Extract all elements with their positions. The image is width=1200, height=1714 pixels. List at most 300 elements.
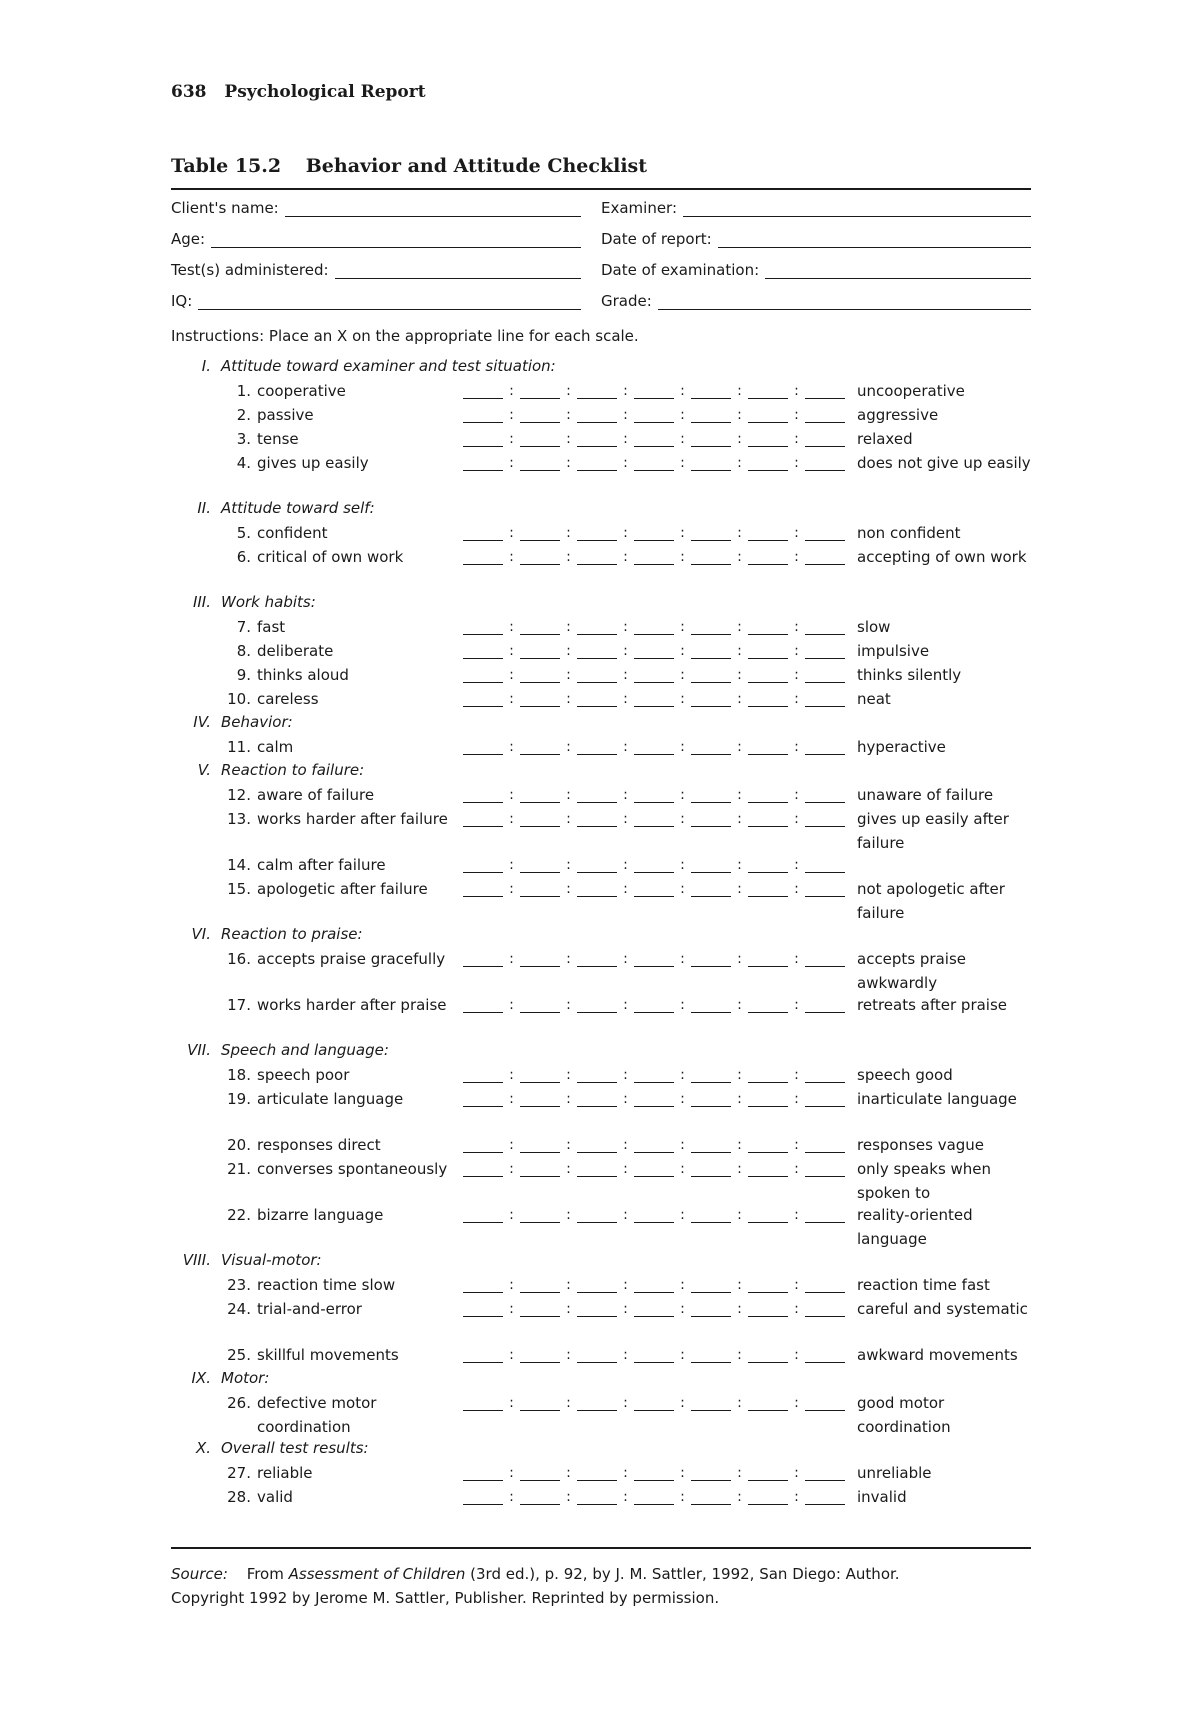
- item-right-anchor: neat: [857, 690, 891, 708]
- rating-blank[interactable]: [634, 1162, 674, 1177]
- rating-blank[interactable]: [805, 668, 845, 683]
- rating-blank[interactable]: [577, 644, 617, 659]
- scale-separator: :: [623, 431, 628, 447]
- rating-blank[interactable]: [520, 882, 560, 897]
- rating-blank[interactable]: [634, 1466, 674, 1481]
- rating-blank[interactable]: [577, 740, 617, 755]
- item-number: 14.: [227, 856, 251, 874]
- rating-blank[interactable]: [805, 952, 845, 967]
- rating-blank[interactable]: [805, 384, 845, 399]
- scale-separator: :: [737, 1161, 742, 1177]
- rating-blank[interactable]: [748, 668, 788, 683]
- item-left-anchor: aware of failure: [257, 786, 375, 804]
- source-book-title: Assessment of Children: [288, 1565, 466, 1583]
- item-number: 4.: [236, 454, 251, 472]
- rating-blank[interactable]: [520, 408, 560, 423]
- scale-separator: :: [680, 383, 685, 399]
- rating-blank[interactable]: [463, 456, 503, 471]
- rating-blank[interactable]: [463, 644, 503, 659]
- rating-blank[interactable]: [463, 1490, 503, 1505]
- scale-separator: :: [509, 407, 514, 423]
- grade-field: [601, 288, 1031, 310]
- rating-blank[interactable]: [463, 1162, 503, 1177]
- rating-blank[interactable]: [805, 858, 845, 873]
- scale-separator: :: [680, 1161, 685, 1177]
- rating-blank[interactable]: [520, 1302, 560, 1317]
- rating-blank[interactable]: [577, 1208, 617, 1223]
- section-title: Overall test results:: [221, 1439, 369, 1457]
- rating-blank[interactable]: [577, 620, 617, 635]
- scale-separator: :: [680, 691, 685, 707]
- rating-blank[interactable]: [520, 456, 560, 471]
- rating-blank[interactable]: [577, 1138, 617, 1153]
- rating-blank[interactable]: [577, 526, 617, 541]
- scale-separator: :: [623, 857, 628, 873]
- scale-separator: :: [794, 1395, 799, 1411]
- rating-scale: [463, 1487, 845, 1505]
- rating-blank[interactable]: [634, 526, 674, 541]
- rating-blank[interactable]: [634, 692, 674, 707]
- rating-blank[interactable]: [805, 692, 845, 707]
- rating-blank[interactable]: [748, 432, 788, 447]
- rating-blank[interactable]: [691, 952, 731, 967]
- rating-scale: [463, 405, 845, 423]
- rating-blank[interactable]: [748, 1396, 788, 1411]
- rating-blank[interactable]: [463, 1092, 503, 1107]
- rating-blank[interactable]: [691, 740, 731, 755]
- rating-blank[interactable]: [748, 526, 788, 541]
- rating-blank[interactable]: [805, 644, 845, 659]
- rating-blank[interactable]: [520, 432, 560, 447]
- scale-separator: :: [680, 811, 685, 827]
- rating-blank[interactable]: [691, 788, 731, 803]
- running-head: [171, 82, 426, 102]
- rating-blank[interactable]: [634, 1138, 674, 1153]
- rating-blank[interactable]: [634, 1348, 674, 1363]
- rating-blank[interactable]: [520, 1092, 560, 1107]
- rating-blank[interactable]: [748, 692, 788, 707]
- scale-separator: :: [794, 857, 799, 873]
- scale-separator: :: [737, 619, 742, 635]
- rating-blank[interactable]: [520, 1348, 560, 1363]
- rating-blank[interactable]: [691, 644, 731, 659]
- rating-blank[interactable]: [634, 1396, 674, 1411]
- rating-blank[interactable]: [577, 882, 617, 897]
- rating-blank[interactable]: [463, 1208, 503, 1223]
- rating-blank[interactable]: [463, 620, 503, 635]
- rating-blank[interactable]: [463, 812, 503, 827]
- rating-blank[interactable]: [805, 526, 845, 541]
- rating-blank[interactable]: [748, 998, 788, 1013]
- rating-blank[interactable]: [577, 1490, 617, 1505]
- rating-blank[interactable]: [805, 788, 845, 803]
- rating-blank[interactable]: [577, 432, 617, 447]
- rating-blank[interactable]: [634, 1490, 674, 1505]
- rating-blank[interactable]: [691, 1396, 731, 1411]
- rating-blank[interactable]: [634, 998, 674, 1013]
- scale-separator: :: [566, 1489, 571, 1505]
- rating-blank[interactable]: [634, 1302, 674, 1317]
- scale-separator: :: [680, 549, 685, 565]
- item-left-anchor: articulate language: [257, 1090, 404, 1108]
- rating-blank[interactable]: [463, 526, 503, 541]
- scale-separator: :: [623, 811, 628, 827]
- rating-blank[interactable]: [691, 384, 731, 399]
- scale-separator: :: [794, 1067, 799, 1083]
- rating-blank[interactable]: [634, 952, 674, 967]
- scale-separator: :: [623, 1137, 628, 1153]
- rating-blank[interactable]: [634, 858, 674, 873]
- rating-blank[interactable]: [748, 1138, 788, 1153]
- tests-administered-line: [335, 264, 581, 279]
- scale-separator: :: [509, 811, 514, 827]
- scale-separator: :: [794, 739, 799, 755]
- rating-blank[interactable]: [577, 384, 617, 399]
- rating-blank[interactable]: [691, 1162, 731, 1177]
- rating-blank[interactable]: [463, 384, 503, 399]
- scale-separator: :: [737, 1489, 742, 1505]
- item-left-anchor: gives up easily: [257, 454, 369, 472]
- rating-blank[interactable]: [634, 432, 674, 447]
- rating-blank[interactable]: [463, 408, 503, 423]
- rating-blank[interactable]: [463, 692, 503, 707]
- item-right-anchor: hyperactive: [857, 738, 946, 756]
- rating-blank[interactable]: [691, 432, 731, 447]
- rating-blank[interactable]: [463, 432, 503, 447]
- rating-blank[interactable]: [577, 812, 617, 827]
- rating-blank[interactable]: [520, 788, 560, 803]
- rating-blank[interactable]: [748, 740, 788, 755]
- rating-blank[interactable]: [577, 1162, 617, 1177]
- rating-blank[interactable]: [577, 550, 617, 565]
- rating-blank[interactable]: [463, 1302, 503, 1317]
- rating-blank[interactable]: [805, 812, 845, 827]
- rating-blank[interactable]: [634, 1278, 674, 1293]
- rating-blank[interactable]: [520, 692, 560, 707]
- section-title: Motor:: [221, 1369, 270, 1387]
- scale-separator: :: [509, 667, 514, 683]
- scale-separator: :: [566, 1091, 571, 1107]
- rating-blank[interactable]: [805, 1068, 845, 1083]
- scale-separator: :: [794, 787, 799, 803]
- rating-blank[interactable]: [463, 740, 503, 755]
- rating-blank[interactable]: [805, 1092, 845, 1107]
- rating-blank[interactable]: [691, 812, 731, 827]
- rating-blank[interactable]: [634, 620, 674, 635]
- rating-blank[interactable]: [691, 1348, 731, 1363]
- rating-scale: [463, 641, 845, 659]
- scale-separator: :: [623, 643, 628, 659]
- rating-blank[interactable]: [748, 1162, 788, 1177]
- rating-blank[interactable]: [691, 408, 731, 423]
- scale-separator: :: [509, 951, 514, 967]
- rating-blank[interactable]: [748, 1208, 788, 1223]
- rating-blank[interactable]: [805, 1348, 845, 1363]
- rating-blank[interactable]: [691, 1278, 731, 1293]
- scale-separator: :: [680, 1489, 685, 1505]
- rating-blank[interactable]: [634, 668, 674, 683]
- rating-blank[interactable]: [634, 408, 674, 423]
- item-left-anchor: apologetic after failure: [257, 880, 428, 898]
- rating-blank[interactable]: [577, 456, 617, 471]
- rating-blank[interactable]: [805, 1466, 845, 1481]
- rating-blank[interactable]: [748, 882, 788, 897]
- scale-separator: :: [566, 1465, 571, 1481]
- rating-blank[interactable]: [577, 692, 617, 707]
- rating-blank[interactable]: [634, 644, 674, 659]
- scale-separator: :: [794, 1347, 799, 1363]
- rating-blank[interactable]: [520, 644, 560, 659]
- rating-blank[interactable]: [805, 550, 845, 565]
- rating-blank[interactable]: [748, 1068, 788, 1083]
- rating-blank[interactable]: [577, 1092, 617, 1107]
- rating-blank[interactable]: [748, 408, 788, 423]
- rating-blank[interactable]: [805, 1138, 845, 1153]
- rating-blank[interactable]: [577, 1068, 617, 1083]
- item-number: 8.: [236, 642, 251, 660]
- rating-blank[interactable]: [691, 858, 731, 873]
- rating-blank[interactable]: [520, 1162, 560, 1177]
- rating-blank[interactable]: [520, 1068, 560, 1083]
- scale-separator: :: [566, 1137, 571, 1153]
- rating-blank[interactable]: [577, 1396, 617, 1411]
- rating-blank[interactable]: [577, 952, 617, 967]
- rating-blank[interactable]: [691, 1208, 731, 1223]
- item-right-anchor: careful and systematic: [857, 1300, 1028, 1318]
- rating-blank[interactable]: [691, 692, 731, 707]
- rating-blank[interactable]: [520, 1278, 560, 1293]
- rating-blank[interactable]: [520, 1396, 560, 1411]
- item-right-anchor: slow: [857, 618, 891, 636]
- rating-blank[interactable]: [463, 1348, 503, 1363]
- scale-separator: :: [509, 739, 514, 755]
- rating-blank[interactable]: [577, 788, 617, 803]
- rating-blank[interactable]: [634, 1068, 674, 1083]
- item-number: 21.: [227, 1160, 251, 1178]
- rating-scale: [463, 785, 845, 803]
- rating-blank[interactable]: [634, 882, 674, 897]
- rating-blank[interactable]: [634, 812, 674, 827]
- scale-separator: :: [737, 997, 742, 1013]
- rating-blank[interactable]: [520, 1138, 560, 1153]
- rating-blank[interactable]: [463, 550, 503, 565]
- rating-blank[interactable]: [520, 740, 560, 755]
- rating-blank[interactable]: [805, 998, 845, 1013]
- rating-blank[interactable]: [463, 1278, 503, 1293]
- rating-blank[interactable]: [748, 858, 788, 873]
- rating-blank[interactable]: [805, 456, 845, 471]
- rating-blank[interactable]: [748, 788, 788, 803]
- checklist-item: [171, 545, 1031, 591]
- rating-blank[interactable]: [520, 526, 560, 541]
- rating-blank[interactable]: [748, 1278, 788, 1293]
- rating-blank[interactable]: [463, 858, 503, 873]
- scale-separator: :: [566, 1207, 571, 1223]
- rating-blank[interactable]: [577, 998, 617, 1013]
- scale-separator: :: [680, 787, 685, 803]
- scale-separator: :: [737, 407, 742, 423]
- scale-separator: :: [623, 787, 628, 803]
- rating-blank[interactable]: [691, 1138, 731, 1153]
- rating-blank[interactable]: [463, 1138, 503, 1153]
- rating-blank[interactable]: [520, 550, 560, 565]
- tests-administered-field: [171, 257, 581, 279]
- age-label: Age:: [171, 230, 206, 248]
- scale-separator: :: [623, 691, 628, 707]
- rating-blank[interactable]: [577, 858, 617, 873]
- item-right-anchor: thinks silently: [857, 666, 962, 684]
- rating-blank[interactable]: [748, 620, 788, 635]
- rating-blank[interactable]: [748, 550, 788, 565]
- scale-separator: :: [509, 549, 514, 565]
- section-heading: [171, 759, 1031, 783]
- rating-blank[interactable]: [520, 1466, 560, 1481]
- item-right-anchor: not apologetic after failure: [857, 880, 1005, 922]
- rating-blank[interactable]: [805, 740, 845, 755]
- rating-blank[interactable]: [748, 1490, 788, 1505]
- grade-label: Grade:: [601, 292, 652, 310]
- date-of-examination-label: Date of examination:: [601, 261, 760, 279]
- section-heading: [171, 1039, 1031, 1063]
- rating-blank[interactable]: [691, 1302, 731, 1317]
- item-left-anchor: calm: [257, 738, 294, 756]
- rating-blank[interactable]: [577, 1302, 617, 1317]
- scale-separator: :: [680, 1301, 685, 1317]
- rating-blank[interactable]: [577, 668, 617, 683]
- rating-blank[interactable]: [634, 384, 674, 399]
- rating-blank[interactable]: [520, 952, 560, 967]
- scale-separator: :: [566, 1301, 571, 1317]
- rating-blank[interactable]: [805, 432, 845, 447]
- scale-separator: :: [680, 407, 685, 423]
- rating-blank[interactable]: [691, 456, 731, 471]
- scale-separator: :: [680, 951, 685, 967]
- item-number: 10.: [227, 690, 251, 708]
- rating-blank[interactable]: [805, 408, 845, 423]
- rating-blank[interactable]: [520, 620, 560, 635]
- scale-separator: :: [509, 383, 514, 399]
- scale-separator: :: [794, 1465, 799, 1481]
- rating-blank[interactable]: [520, 668, 560, 683]
- rating-blank[interactable]: [748, 1092, 788, 1107]
- rating-blank[interactable]: [691, 526, 731, 541]
- rating-scale: [463, 879, 845, 897]
- scale-separator: :: [566, 1067, 571, 1083]
- rating-blank[interactable]: [691, 998, 731, 1013]
- rating-blank[interactable]: [463, 788, 503, 803]
- rating-blank[interactable]: [805, 882, 845, 897]
- scale-separator: :: [737, 431, 742, 447]
- rating-blank[interactable]: [577, 1348, 617, 1363]
- rating-blank[interactable]: [748, 384, 788, 399]
- rating-blank[interactable]: [691, 668, 731, 683]
- rating-blank[interactable]: [520, 858, 560, 873]
- section-heading: [171, 1437, 1031, 1461]
- rating-blank[interactable]: [463, 1068, 503, 1083]
- rating-blank[interactable]: [805, 1208, 845, 1223]
- grade-line: [658, 295, 1031, 310]
- rating-blank[interactable]: [463, 668, 503, 683]
- item-left-anchor: confident: [257, 524, 328, 542]
- rating-blank[interactable]: [748, 456, 788, 471]
- rating-scale: [463, 1065, 845, 1083]
- rating-blank[interactable]: [805, 1396, 845, 1411]
- rating-blank[interactable]: [634, 740, 674, 755]
- scale-separator: :: [509, 431, 514, 447]
- rating-blank[interactable]: [634, 456, 674, 471]
- rating-blank[interactable]: [577, 1278, 617, 1293]
- section-roman-numeral: I.: [201, 357, 211, 375]
- rating-blank[interactable]: [691, 1466, 731, 1481]
- item-left-anchor: reliable: [257, 1464, 313, 1482]
- rating-blank[interactable]: [805, 1162, 845, 1177]
- rating-blank[interactable]: [691, 1092, 731, 1107]
- rating-blank[interactable]: [805, 1278, 845, 1293]
- section-roman-numeral: II.: [197, 499, 211, 517]
- rating-blank[interactable]: [463, 998, 503, 1013]
- scale-separator: :: [623, 455, 628, 471]
- scale-separator: :: [509, 1395, 514, 1411]
- rating-blank[interactable]: [805, 1490, 845, 1505]
- rating-blank[interactable]: [691, 1490, 731, 1505]
- rating-blank[interactable]: [520, 1208, 560, 1223]
- rating-blank[interactable]: [691, 550, 731, 565]
- rating-blank[interactable]: [748, 1348, 788, 1363]
- checklist-item: [171, 1297, 1031, 1343]
- rating-blank[interactable]: [634, 1208, 674, 1223]
- rating-blank[interactable]: [805, 620, 845, 635]
- rating-blank[interactable]: [577, 408, 617, 423]
- scale-separator: :: [680, 1277, 685, 1293]
- rating-blank[interactable]: [634, 1092, 674, 1107]
- item-left-anchor: accepts praise gracefully: [257, 950, 446, 968]
- rating-blank[interactable]: [748, 1466, 788, 1481]
- rating-blank[interactable]: [463, 1396, 503, 1411]
- scale-separator: :: [794, 667, 799, 683]
- rating-blank[interactable]: [520, 384, 560, 399]
- checklist-item: [171, 687, 1031, 711]
- rating-blank[interactable]: [691, 620, 731, 635]
- item-right-anchor: good motor coordination: [857, 1394, 951, 1436]
- rating-blank[interactable]: [748, 812, 788, 827]
- rating-blank[interactable]: [748, 644, 788, 659]
- rating-blank[interactable]: [520, 998, 560, 1013]
- rating-blank[interactable]: [463, 1466, 503, 1481]
- scale-separator: :: [794, 1137, 799, 1153]
- rating-blank[interactable]: [463, 882, 503, 897]
- rating-blank[interactable]: [691, 882, 731, 897]
- scale-separator: :: [737, 667, 742, 683]
- scale-separator: :: [680, 643, 685, 659]
- rating-blank[interactable]: [577, 1466, 617, 1481]
- rating-blank[interactable]: [634, 788, 674, 803]
- rating-blank[interactable]: [463, 952, 503, 967]
- item-right-anchor: gives up easily after failure: [857, 810, 1009, 852]
- rating-blank[interactable]: [748, 952, 788, 967]
- bottom-rule: [171, 1547, 1031, 1549]
- checklist-item: [171, 427, 1031, 451]
- item-number: 12.: [227, 786, 251, 804]
- table-caption: [171, 155, 647, 177]
- scale-separator: :: [509, 525, 514, 541]
- rating-blank[interactable]: [520, 1490, 560, 1505]
- rating-blank[interactable]: [691, 1068, 731, 1083]
- rating-blank[interactable]: [520, 812, 560, 827]
- rating-blank[interactable]: [634, 550, 674, 565]
- section-roman-numeral: V.: [197, 761, 211, 779]
- rating-blank[interactable]: [748, 1302, 788, 1317]
- rating-blank[interactable]: [805, 1302, 845, 1317]
